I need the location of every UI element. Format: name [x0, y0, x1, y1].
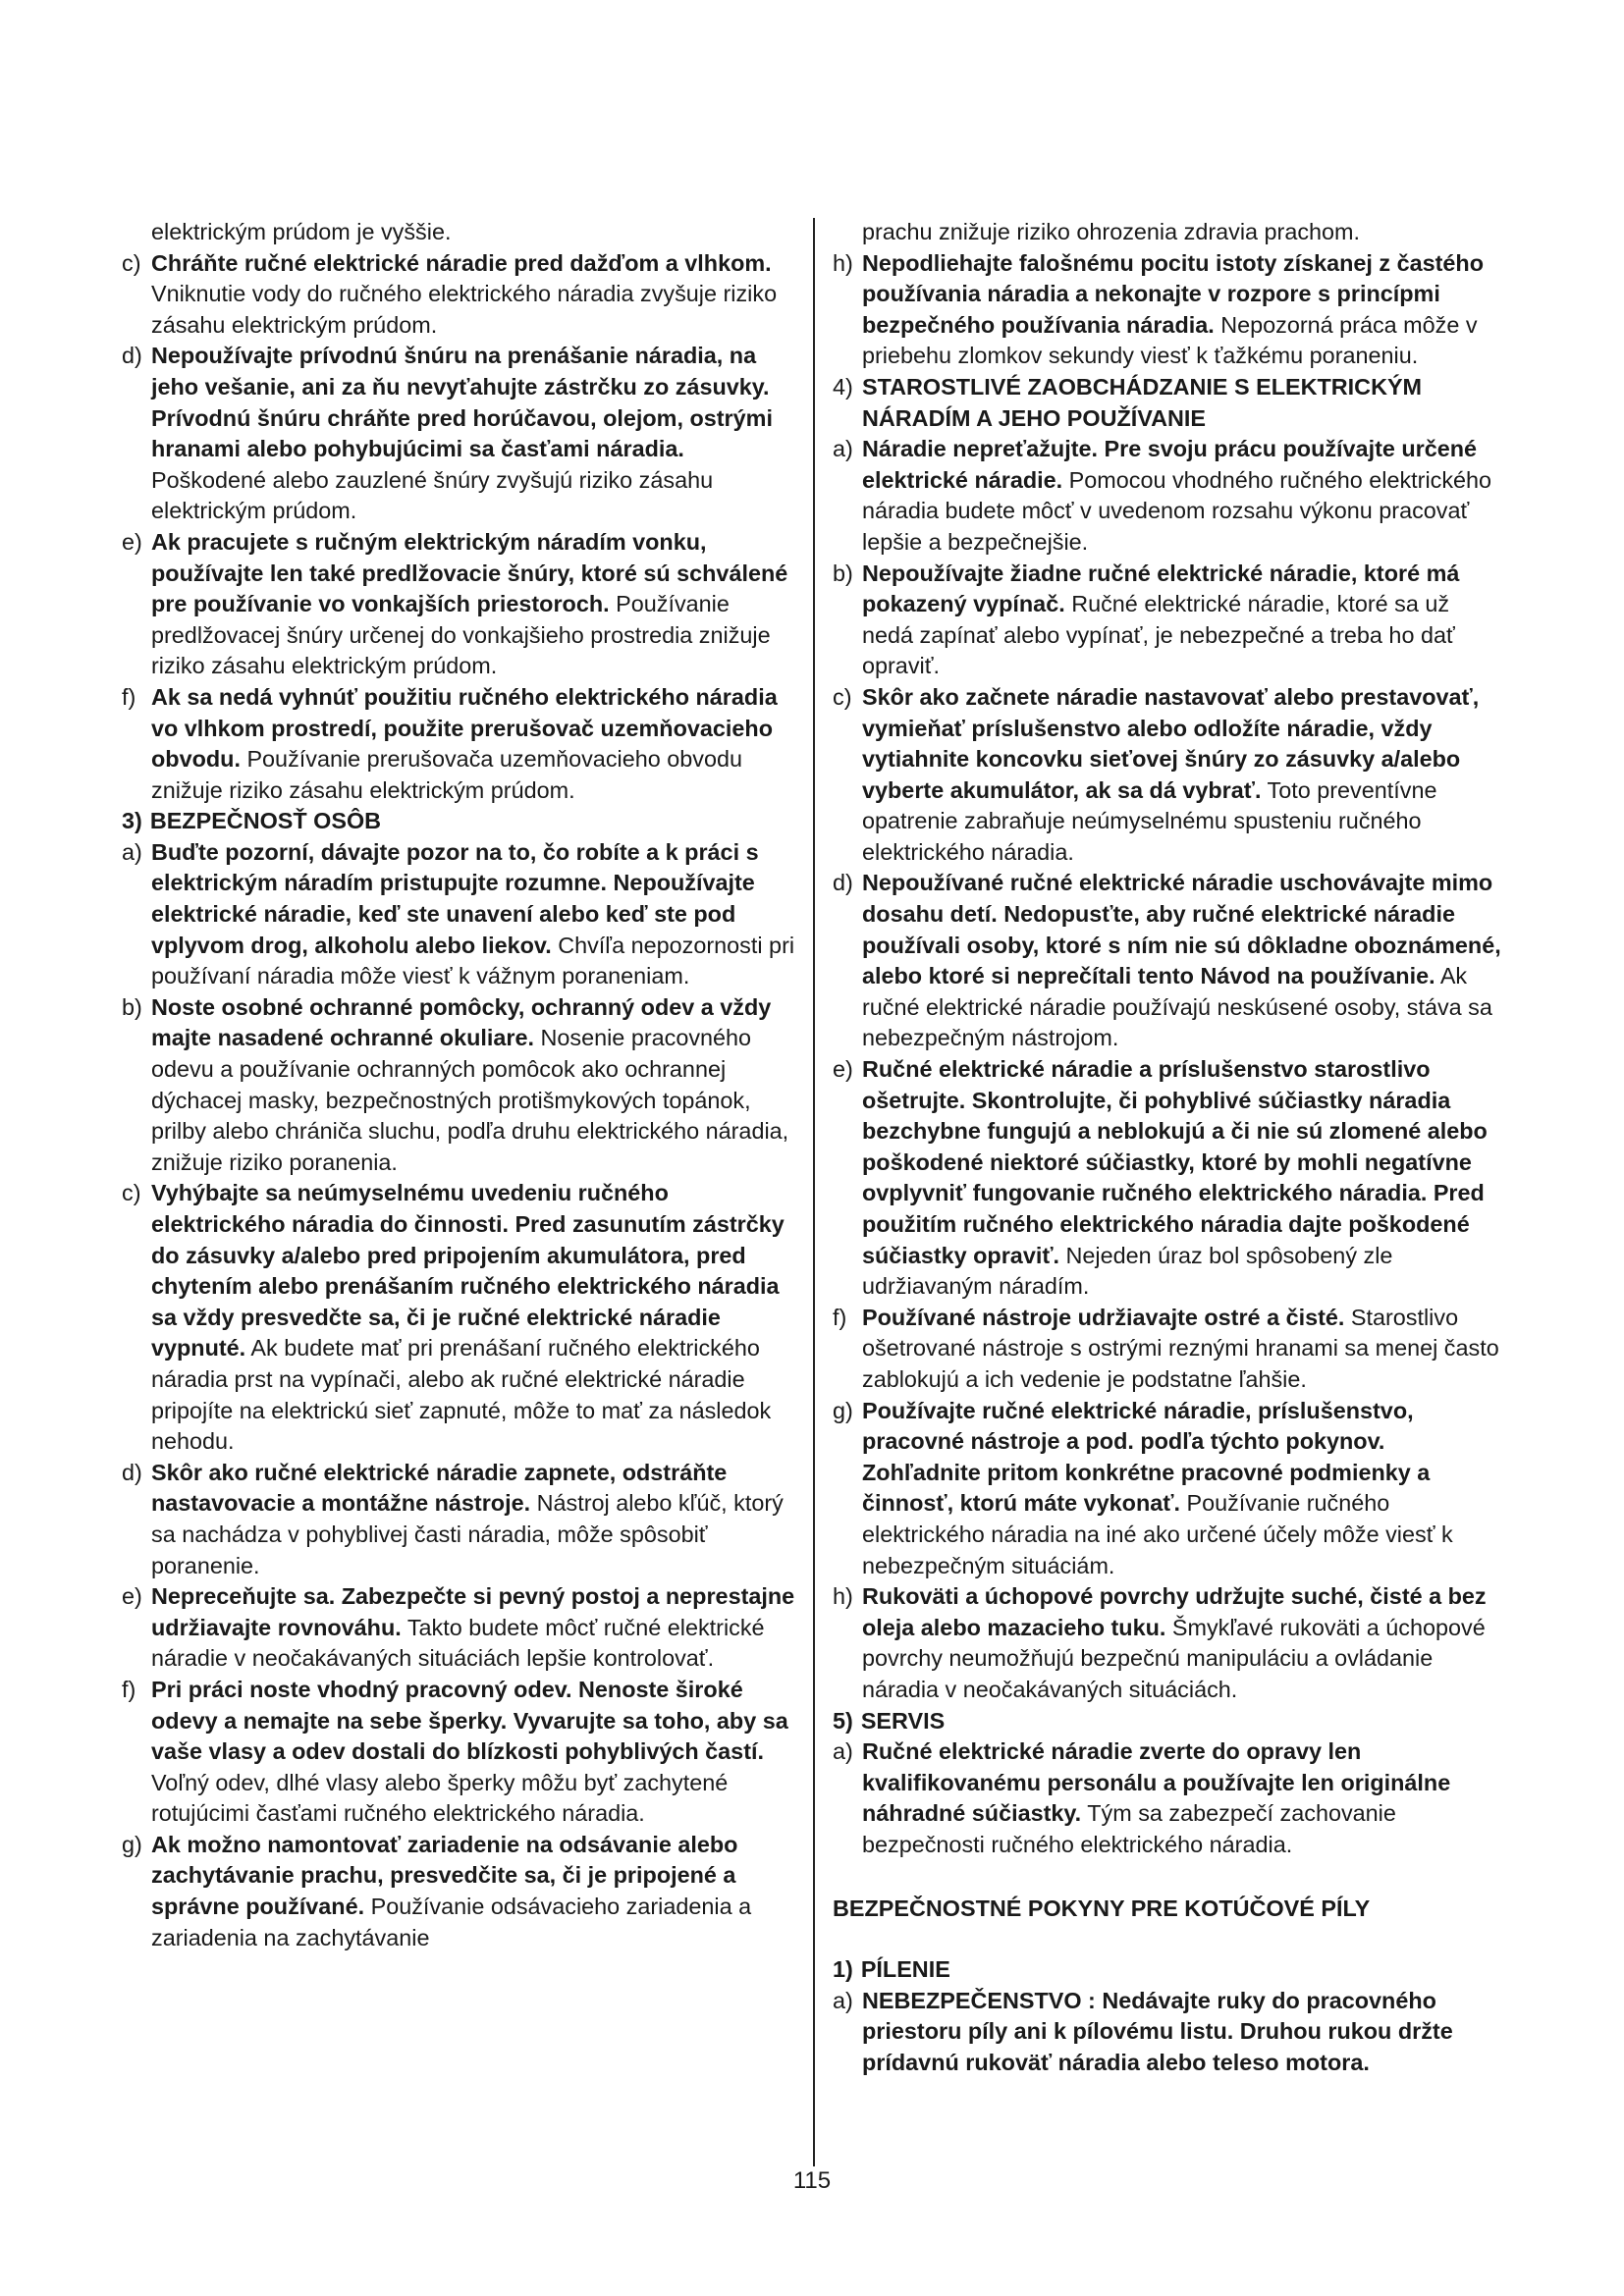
list-item-5a: a) Ručné elektrické náradie zverte do opravy len kvalifikovanému personálu a používajte len originálne náhradné súčiastky. Tým sa zabezpečí zachovanie bezpečnosti ručného elektrického náradia. — [833, 1738, 1451, 1857]
list-item-4d: d) Nepoužívané ručné elektrické náradie uschovávajte mimo dosahu detí. Nedopusťte, aby ručné elektrické náradie používali osoby, ktoré s ním nie sú dôkladne oboznámené, alebo ktoré si neprečítali tento Návod na používanie. Ak ručné elektrické náradie používajú neskúsené osoby, stáva sa nebezpečným nástrojom. — [833, 870, 1501, 1051]
list-item-3g: g) Ak možno namontovať zariadenie na odsávanie alebo zachytávanie prachu, presvedčite sa, či je pripojené a správne používané. Používanie odsávacieho zariadenia a zariadenia na zachytávanie — [122, 1831, 752, 1950]
list-item-4c: c) Skôr ako začnete náradie nastavovať alebo prestavovať, vymieňať príslušenstvo alebo odložíte náradie, vždy vytiahnite koncovku sieťovej šnúry zo zásuvky a/alebo vyberte akumulátor, ak sa dá vybrať. Toto preventívne opatrenie zabraňuje neúmyselnému spusteniu ručného elektrického náradia. — [833, 683, 1480, 865]
list-item-3d: d) Skôr ako ručné elektrické náradie zapnete, odstráňte nastavovacie a montážne nástroje. Nástroj alebo kľúč, ktorý sa nachádza v pohyblivej časti náradia, môže spôsobiť poranenie. — [122, 1459, 784, 1578]
list-item-f: f) Ak sa nedá vyhnúť použitiu ručného elektrického náradia vo vlhkom prostredí, použite prerušovač uzemňovacieho obvodu. Používanie prerušovača uzemňovacieho obvodu znižuje riziko zásahu elektrickým prúdom. — [122, 683, 778, 803]
list-item-3a: a) Buďte pozorní, dávajte pozor na to, čo robíte a k práci s elektrickým náradím pristupujte rozumne. Nepoužívajte elektrické náradie, keď ste unavení alebo keď ste pod vplyvom drog, alkoholu alebo liekov. Chvíľa nepozornosti pri používaní náradia môže viesť k vážnym poraneniam. — [122, 838, 795, 989]
list-item-h: h) Nepodliehajte falošnému pocitu istoty získanej z častého používania náradia a nekonajte v rozpore s princípmi bezpečného používania náradia. Nepozorná práca môže v priebehu zlomkov sekundy viesť k ťažkému poraneniu. — [833, 249, 1484, 369]
continued-text: prachu znižuje riziko ohrozenia zdravia prachom. — [862, 219, 1361, 244]
list-item-saw-a: a) NEBEZPEČENSTVO : Nedávajte ruky do pracovného priestoru píly ani k pílovému listu. Druhou rukou držte prídavnú rukoväť náradia alebo teleso motora. — [833, 1987, 1453, 2075]
list-item-c: c) Chráňte ručné elektrické náradie pred dažďom a vlhkom. Vniknutie vody do ručného elektrického náradia zvyšuje riziko zásahu elektrickým prúdom. — [122, 249, 778, 338]
section-heading-saw-1: 1) PÍLENIE — [833, 1956, 950, 1983]
list-item-3c: c) Vyhýbajte sa neúmyselnému uvedeniu ručného elektrického náradia do činnosti. Pred zasunutím zástrčky do zásuvky a/alebo pred pripojením akumulátora, pred chytením alebo prenášaním ručného elektrického náradia sa vždy presvedčte sa, či je ručné elektrické náradie vypnuté. Ak budete mať pri prenášaní ručného elektrického náradia prst na vypínači, alebo ak ručné elektrické náradie pripojíte na elektrickú sieť zapnuté, môže to mať za následok nehodu. — [122, 1180, 785, 1455]
list-item-3e: e) Nepreceňujte sa. Zabezpečte si pevný postoj a neprestajne udržiavajte rovnováhu. Takto budete môcť ručné elektrické náradie v neočakávaných situáciách lepšie kontrolovať. — [122, 1583, 795, 1672]
list-item-d: d) Nepoužívajte prívodnú šnúru na prenášanie náradia, na jeho vešanie, ani za ňu nevyťahujte zástrčku zo zásuvky. Prívodnú šnúru chráňte pred horúčavou, olejom, ostrými hranami alebo pohybujúcimi sa časťami náradia. Poškodené alebo zauzlené šnúry zvyšujú riziko zásahu elektrickým prúdom. — [122, 343, 773, 524]
list-item-3f: f) Pri práci noste vhodný pracovný odev. Nenoste široké odevy a nemajte na sebe šperky. Vyvarujte sa toho, aby sa vaše vlasy a odev dostali do blízkosti pohyblivých častí. Voľný odev, dlhé vlasy alebo šperky môžu byť zachytené rotujúcimi časťami ručného elektrického náradia. — [122, 1676, 788, 1827]
list-item-4g: g) Používajte ručné elektrické náradie, príslušenstvo, pracovné nástroje a pod. podľa týchto pokynov. Zohľadnite pritom konkrétne pracovné podmienky a činnosť, ktorú máte vykonať. Používanie ručného elektrického náradia na iné ako určené účely môže viesť k nebezpečným situáciám. — [833, 1397, 1453, 1578]
continued-text: elektrickým prúdom je vyššie. — [151, 219, 452, 244]
right-column — [833, 217, 1506, 2078]
section-heading-3: 3) BEZPEČNOSŤ OSÔB — [122, 808, 382, 834]
list-item-4b: b) Nepoužívajte žiadne ručné elektrické náradie, ktoré má pokazený vypínač. Ručné elektrické náradie, ktoré sa už nedá zapínať alebo vypínať, je nebezpečné a treba ho dať opraviť. — [833, 560, 1460, 679]
list-item-4a: a) Náradie nepreťažujte. Pre svoju prácu používajte určené elektrické náradie. Pomocou vhodného ručného elektrického náradia budete môcť v uvedenom rozsahu výkonu pracovať lepšie a bezpečnejšie. — [833, 436, 1492, 555]
list-item-e: e) Ak pracujete s ručným elektrickým náradím vonku, používajte len také predlžovacie šnúry, ktoré sú schválené pre používanie vo vonkajších priestoroch. Používanie predlžovacej šnúry určenej do vonkajšieho prostredia znižuje riziko zásahu elektrickým prúdom. — [122, 528, 788, 679]
left-column — [122, 217, 795, 1953]
list-item-4h: h) Rukoväti a úchopové povrchy udržujte suché, čisté a bez oleja alebo mazacieho tuku. Šmykľavé rukoväti a úchopové povrchy neumožňujú bezpečnú manipuláciu a ovládanie náradia v neočakávaných situáciách. — [833, 1583, 1487, 1702]
list-item-4f: f) Používané nástroje udržiavajte ostré a čisté. Starostlivo ošetrované nástroje s ostrými reznými hranami sa menej často zablokujú a ich vedenie je podstatne ľahšie. — [833, 1304, 1499, 1392]
section-heading-5: 5) SERVIS — [833, 1707, 946, 1734]
saw-safety-title: BEZPEČNOSTNÉ POKYNY PRE KOTÚČOVÉ PÍLY — [833, 1896, 1371, 1922]
page-number: 115 — [792, 2167, 832, 2194]
list-item-3b: b) Noste osobné ochranné pomôcky, ochranný odev a vždy majte nasadené ochranné okuliare. Nosenie pracovného odevu a používanie ochranných pomôcok ako ochrannej dýchacej masky, bezpečnostných protišmykových topánok, prilby alebo chrániča sluchu, podľa druhu elektrického náradia, znižuje riziko poranenia. — [122, 993, 789, 1175]
list-item-4e: e) Ručné elektrické náradie a príslušenstvo starostlivo ošetrujte. Skontrolujte, či pohyblivé súčiastky náradia bezchybne fungujú a neblokujú a či nie sú zlomené alebo poškodené niektoré súčiastky, ktoré by mohli negatívne ovplyvniť fungovanie ručného elektrického náradia. Pred použitím ručného elektrického náradia dajte poškodené súčiastky opraviť. Nejeden úraz bol spôsobený zle udržiavaným náradím. — [833, 1056, 1488, 1300]
column-divider — [813, 218, 815, 2166]
section-heading-4: 4) STAROSTLIVÉ ZAOBCHÁDZANIE S ELEKTRICKÝM NÁRADÍM A JEHO POUŽÍVANIE — [833, 373, 1423, 431]
